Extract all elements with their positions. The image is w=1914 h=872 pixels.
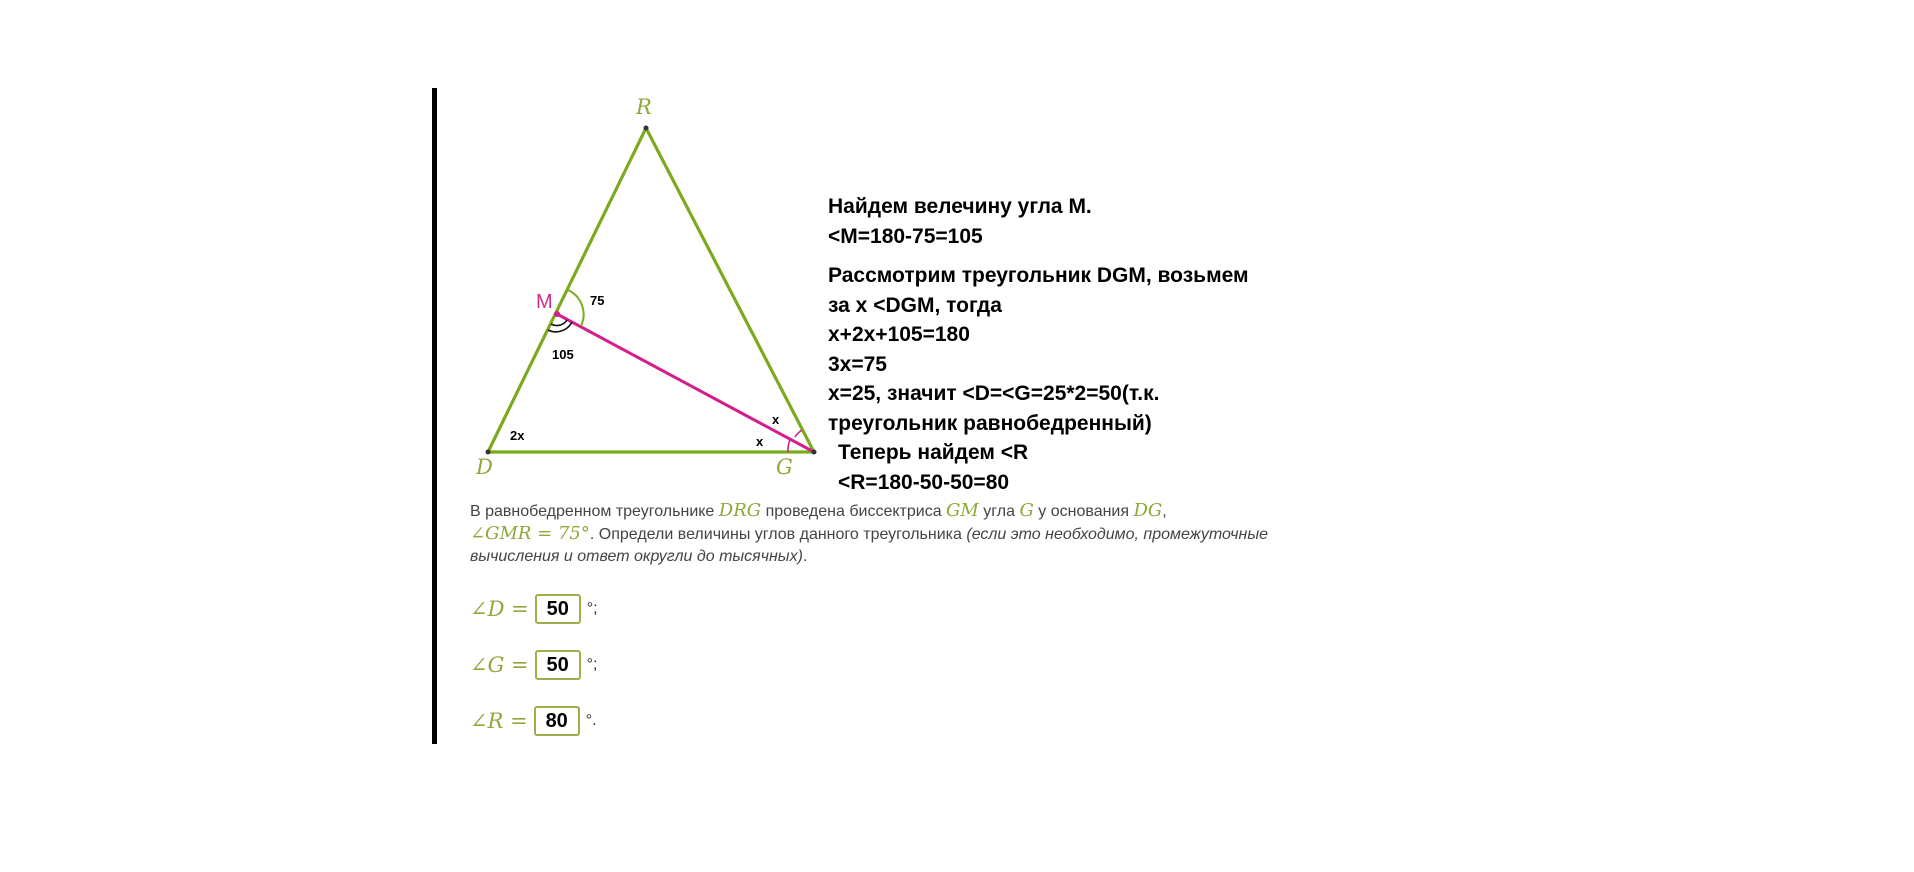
answer-input-g[interactable]: 50 <box>535 650 581 680</box>
answer-row-d <box>470 594 598 624</box>
solution-line: Рассмотрим треугольник DGM, возьмем <box>828 264 1249 287</box>
math-angle-gmr: ∠GMR = 75° <box>470 523 590 544</box>
solution-line: за x <DGM, тогда <box>828 293 1002 317</box>
math-g: G <box>1019 500 1034 521</box>
problem-text: у основания <box>1033 503 1134 520</box>
math-dg: DG <box>1133 500 1163 521</box>
answer-label-g: ∠G = <box>470 653 529 677</box>
angle-arc-at-g-upper <box>795 430 802 437</box>
answer-label-r: ∠R = <box>470 709 528 733</box>
answer-suffix: °; <box>586 656 598 673</box>
triangle-drg <box>488 128 814 452</box>
solution-line: Найдем велечину угла М. <box>828 195 1092 218</box>
vertex-m-label: M <box>536 291 553 313</box>
problem-note: (если это необходимо, промежуточные вычисления и ответ округли до тысячных) <box>470 526 1268 565</box>
math-drg: DRG <box>718 500 762 521</box>
answer-suffix: °; <box>586 600 598 617</box>
solution-line: <M=180-75=105 <box>828 224 983 248</box>
bisector-gm <box>557 314 814 452</box>
answer-suffix: °. <box>585 712 597 729</box>
vertex-r-label: R <box>636 95 652 119</box>
solution-line: 3x=75 <box>828 352 887 376</box>
problem-text: В равнобедренном треугольнике <box>470 503 719 520</box>
vertex-m-dot <box>554 311 560 317</box>
angle-arc-at-g <box>788 440 790 452</box>
angle-label-105: 105 <box>552 347 574 362</box>
solution-text <box>828 192 1249 497</box>
left-vertical-rule <box>432 88 437 744</box>
angle-label-75: 75 <box>590 293 605 308</box>
solution-line: треугольник равнобедренный) <box>828 411 1152 435</box>
answer-input-d[interactable]: 50 <box>535 594 581 624</box>
answer-row-g <box>470 650 598 680</box>
angle-label-2x: 2x <box>510 428 525 443</box>
solution-line: <R=180-50-50=80 <box>838 470 1010 494</box>
angle-label-x-lower: x <box>756 434 764 449</box>
solution-line: x=25, значит <D=<G=25*2=50(т.к. <box>828 382 1160 405</box>
math-gm: GM <box>946 500 979 521</box>
answer-row-r <box>470 706 597 736</box>
triangle-figure <box>440 90 820 490</box>
vertex-g-dot <box>812 450 817 455</box>
problem-text: , <box>1162 503 1167 520</box>
vertex-r-dot <box>644 126 649 131</box>
problem-statement <box>470 500 1320 568</box>
answer-input-r[interactable]: 80 <box>534 706 580 736</box>
solution-line: Теперь найдем <R <box>838 441 1029 464</box>
vertex-d-label: D <box>476 455 493 479</box>
vertex-d-dot <box>486 450 491 455</box>
solution-line: x+2x+105=180 <box>828 323 970 346</box>
problem-text: угла <box>978 503 1020 520</box>
angle-label-x-upper: x <box>772 412 780 427</box>
problem-text: проведена биссектриса <box>761 503 947 520</box>
problem-text: . Определи величины углов данного треугольника <box>589 526 967 543</box>
problem-text: . <box>802 548 808 565</box>
solution-gap <box>828 251 1249 261</box>
vertex-g-label: G <box>776 455 793 479</box>
answer-label-d: ∠D = <box>470 597 529 621</box>
